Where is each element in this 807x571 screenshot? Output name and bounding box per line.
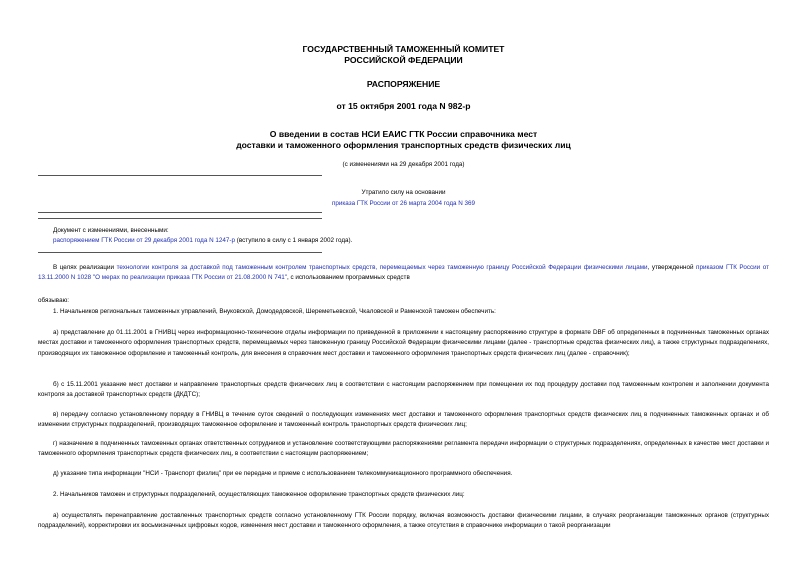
intro-link-order[interactable]: приказом ГТК России от 13.11.2000 N 1028 "О мерах по реализации приказа ГТК России от 21.08.2000 N 741"	[38, 264, 769, 282]
paragraph-2a: а) осуществлять перенаправление доставленных транспортных средств согласно установленному ГТК России порядку, включая возможность доставки физическими лицами, в случаях реорганизации таможенных органов (структурных подразделений), корректировки их восьмизначных цифровых кодов, изменения мест доставки и таможенного оформления, а также отсутствия в справочнике информации о такой реорганизации	[38, 512, 769, 530]
separator-line	[38, 252, 322, 253]
repeal-link[interactable]: приказа ГТК России от 26 марта 2004 года N 369	[331, 200, 476, 207]
intro-link-technology[interactable]: технологии контроля за доставкой под таможенным контролем транспортных средств, перемещаемых через таможенную границу Российской Федерации физическими лицами	[116, 264, 648, 271]
paragraph-1a: а) представление до 01.11.2001 в ГНИВЦ через информационно-технические отделы информации по приведенной в приложении к настоящему распоряжению структуре в формате DBF об определенных в подчиненных таможенных органах местах доставки и таможенного оформления транспортных средств, перемещаемых через таможенную границу Российской Федерации физическими лицами (далее - транспортные средства физических лиц), а также структурных подразделениях, производящих их таможенное оформление и таможенный контроль, для внесения в справочник мест доставки и таможенного оформления транспортных средств физических лиц (далее - справочник);	[38, 329, 769, 357]
intro-paragraph	[38, 263, 769, 284]
amendments-note: (с изменениями на 29 декабря 2001 года)	[342, 161, 465, 168]
repeal-text: Утратило силу на основании	[361, 189, 446, 196]
changes-link[interactable]: распоряжением ГТК России от 29 декабря 2001 года N 1247-р	[53, 237, 236, 244]
separator-line	[38, 218, 322, 219]
paragraph-1: 1. Начальников региональных таможенных управлений, Внуковской, Домодедовской, Шереметьевской, Чкаловской и Раменской таможен обеспечить:	[53, 308, 496, 315]
changes-line	[53, 236, 352, 246]
changes-label: Документ с изменениями, внесенными:	[53, 227, 169, 234]
paragraph-1b: б) с 15.11.2001 указание мест доставки и направление транспортных средств физических лиц в соответствии с настоящим распоряжением при помещении их под процедуру доставки под таможенным контролем и заполнении документа контроля за доставкой транспортных средств (ДКДТС);	[38, 381, 769, 399]
doc-title-line2: доставки и таможенного оформления транспортных средств физических лиц	[236, 140, 571, 150]
paragraph-1c: в) передачу согласно установленному порядку в ГНИВЦ в течение суток сведений о последующих изменениях мест доставки и таможенного оформления транспортных средств физических лиц в подчиненных таможенных органах и об изменении структурных подразделений, производящих таможенное оформление и таможенный контроль транспортных средств физических лиц;	[38, 411, 769, 429]
separator-line	[38, 175, 322, 176]
doc-date: от 15 октября 2001 года N 982-р	[336, 101, 471, 111]
intro-mid: , утвержденной	[647, 264, 697, 271]
separator-line	[38, 212, 322, 213]
org-name-line1: ГОСУДАРСТВЕННЫЙ ТАМОЖЕННЫЙ КОМИТЕТ	[302, 44, 505, 54]
doc-type: РАСПОРЯЖЕНИЕ	[366, 79, 441, 89]
paragraph-2: 2. Начальников таможен и структурных подразделений, осуществляющих таможенное оформление транспортных средств физических лиц:	[53, 491, 465, 498]
intro-prefix: В целях реализации	[53, 264, 117, 271]
paragraph-1e: д) указание типа информации "НСИ - Транспорт физлиц" при ее передаче и приеме с использованием телекоммуникационного программного обеспечения.	[53, 470, 513, 477]
doc-title-line1: О введении в состав НСИ ЕАИС ГТК России справочника мест	[269, 129, 538, 139]
changes-suffix: (вступило в силу с 1 января 2002 года).	[235, 237, 353, 244]
org-name-line2: РОССИЙСКОЙ ФЕДЕРАЦИИ	[344, 55, 463, 65]
obliges-text: обязываю:	[38, 297, 70, 304]
intro-suffix: , с использованием программных средств	[286, 274, 410, 282]
paragraph-1d: г) назначение в подчиненных таможенных органах ответственных сотрудников и установление соответствующими распоряжениями регламента передачи информации о структурных подразделениях, определенных в качестве мест доставки и таможенного оформления транспортных средств физических лиц, в соответствии с настоящим распоряжением;	[38, 440, 769, 458]
